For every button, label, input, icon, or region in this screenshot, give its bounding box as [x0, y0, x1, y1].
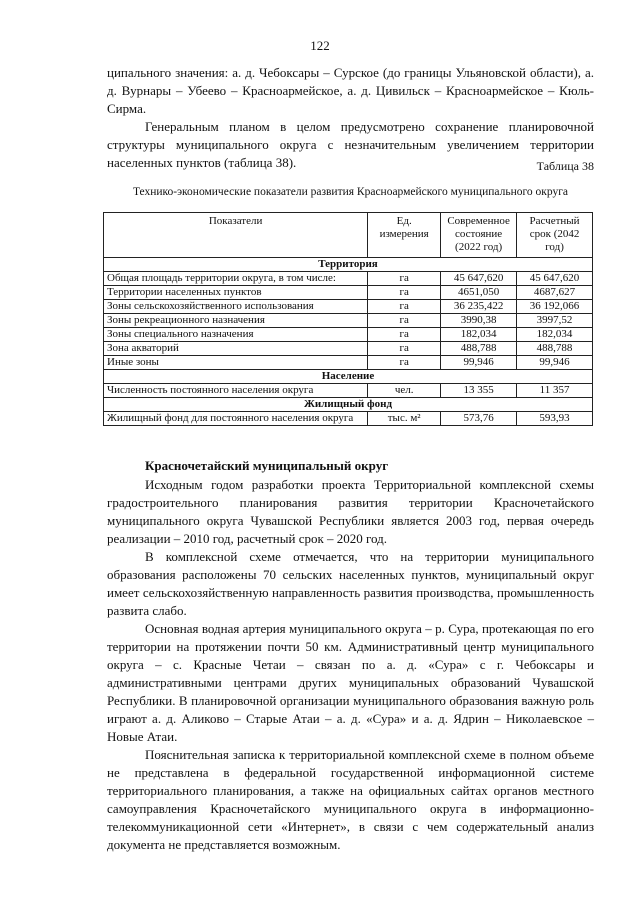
indicators-table — [103, 212, 593, 426]
cell-indicator: Зоны рекреационного назначения — [104, 314, 368, 328]
cell-unit: га — [368, 328, 441, 342]
section-row — [104, 398, 593, 412]
header-unit: Ед. измерения — [368, 213, 441, 258]
body-paragraph: Пояснительная записка к территориальной комплексной схеме в полном объеме не представлена в федеральной государственной информационной системе территориального планирования, а также на официальных сайтах органов местного самоуправления Красночетайского муниципального округа в информационно-телекоммуникационной сети «Интернет», в связи с чем содержательный анализ документа не представляется возможным. — [107, 747, 594, 852]
cell-indicator: Зоны сельскохозяйственного использования — [104, 300, 368, 314]
page-number: 122 — [310, 38, 330, 53]
cell-planned: 11 357 — [517, 384, 593, 398]
cell-planned: 593,93 — [517, 412, 593, 426]
cell-planned: 45 647,620 — [517, 272, 593, 286]
cell-planned: 182,034 — [517, 328, 593, 342]
header-planned: Расчетный срок (2042 год) — [517, 213, 593, 258]
section-title: Жилищный фонд — [104, 398, 593, 412]
cell-current: 488,788 — [441, 342, 517, 356]
cell-unit: га — [368, 342, 441, 356]
table-row — [104, 300, 593, 314]
table-row — [104, 356, 593, 370]
table-row — [104, 272, 593, 286]
cell-indicator: Иные зоны — [104, 356, 368, 370]
cell-unit: га — [368, 272, 441, 286]
header-current: Современное состояние (2022 год) — [441, 213, 517, 258]
cell-current: 4651,050 — [441, 286, 517, 300]
table-row — [104, 314, 593, 328]
section-title: Население — [104, 370, 593, 384]
table-row — [104, 286, 593, 300]
section-heading: Красночетайский муниципальный округ — [145, 458, 389, 473]
cell-unit: га — [368, 356, 441, 370]
cell-indicator: Общая площадь территории округа, в том числе: — [104, 272, 368, 286]
section-row — [104, 370, 593, 384]
cell-planned: 99,946 — [517, 356, 593, 370]
cell-unit: га — [368, 286, 441, 300]
cell-current: 13 355 — [441, 384, 517, 398]
cell-indicator: Жилищный фонд для постоянного населения округа — [104, 412, 368, 426]
body-text — [107, 476, 594, 854]
cell-indicator: Зоны специального назначения — [104, 328, 368, 342]
cell-unit: тыс. м² — [368, 412, 441, 426]
cell-unit: га — [368, 314, 441, 328]
intro-paragraph: Генеральным планом в целом предусмотрено сохранение планировочной структуры муниципального округа с незначительным увеличением территории населенных пунктов (таблица 38). — [107, 119, 594, 170]
cell-current: 3990,38 — [441, 314, 517, 328]
cell-current: 182,034 — [441, 328, 517, 342]
cell-planned: 4687,627 — [517, 286, 593, 300]
intro-text — [107, 64, 594, 172]
table-row — [104, 412, 593, 426]
cell-current: 99,946 — [441, 356, 517, 370]
body-paragraph: Основная водная артерия муниципального округа – р. Сура, протекающая по его территории на протяжении почти 50 км. Административный центр муниципального округа – с. Красные Четаи – связан по а. д. «Сура» с г. Чебоксары и административными центрами других муниципальных образований Чувашской Республики. В планировочной организации муниципального образования важную роль играют а. д. Аликово – Старые Атаи – а. д. «Сура» и а. д. Ядрин – Николаевское – Новые Атаи. — [107, 621, 594, 744]
body-paragraph: В комплексной схеме отмечается, что на территории муниципального образования расположены 70 сельских населенных пунктов, муниципальный округ имеет сельскохозяйственную направленность развития производства, промышленность развита слабо. — [107, 549, 594, 618]
cell-current: 573,76 — [441, 412, 517, 426]
cell-indicator: Численность постоянного населения округа — [104, 384, 368, 398]
section-row — [104, 258, 593, 272]
table-title: Технико-экономические показатели развития Красноармейского муниципального округа — [132, 186, 569, 198]
section-title: Территория — [104, 258, 593, 272]
table-header-row — [104, 213, 593, 258]
intro-paragraph: ципального значения: а. д. Чебоксары – Сурское (до границы Ульяновской области), а. д. Вурнары – Убеево – Красноармейское, а. д. Цивильск – Красноармейское – Кюль-Сирма. — [107, 65, 594, 116]
table-row — [104, 328, 593, 342]
cell-indicator: Зона акваторий — [104, 342, 368, 356]
cell-current: 36 235,422 — [441, 300, 517, 314]
table-number: Таблица 38 — [536, 159, 594, 173]
cell-indicator: Территории населенных пунктов — [104, 286, 368, 300]
cell-current: 45 647,620 — [441, 272, 517, 286]
body-paragraph: Исходным годом разработки проекта Территориальной комплексной схемы градостроительного планирования развития территории Красночетайского муниципального округа Чувашской Республики является 2003 год, первая очередь реализации – 2010 год, расчетный срок – 2020 год. — [107, 477, 594, 546]
table-row — [104, 342, 593, 356]
cell-planned: 36 192,066 — [517, 300, 593, 314]
cell-unit: га — [368, 300, 441, 314]
table-row — [104, 384, 593, 398]
cell-planned: 3997,52 — [517, 314, 593, 328]
header-indicator: Показатели — [104, 213, 368, 258]
cell-unit: чел. — [368, 384, 441, 398]
cell-planned: 488,788 — [517, 342, 593, 356]
